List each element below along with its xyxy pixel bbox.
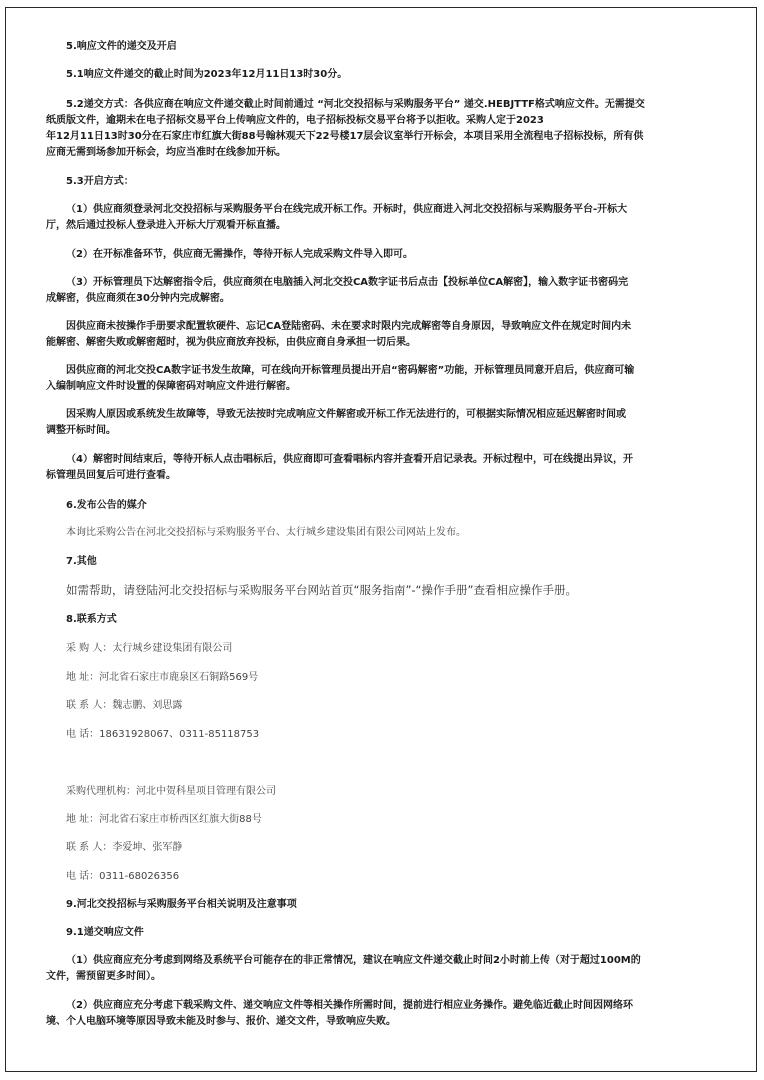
section-5-1: 5.1响应文件递交的截止时间为2023年12月11日13时30分。 (66, 69, 348, 80)
paragraph-submit-2 (46, 998, 726, 1030)
paragraph-open-1 (46, 202, 726, 234)
text-line: （2）供应商应充分考虑下载采购文件、递交响应文件等相关操作所需时间，提前进行相应业务操作。避免临近截止时间因网络环 (66, 1000, 633, 1011)
document-page (5, 7, 757, 1072)
section-7-text: 如需帮助，请登陆河北交投招标与采购服务平台网站首页“服务指南”-“操作手册”查看相应操作手册。 (66, 583, 577, 597)
text-line: 因采购人原因或系统发生故障等，导致无法按时完成响应文件解密或开标工作无法进行的，可根据实际情况相应延迟解密时间或 (66, 409, 626, 420)
buyer-contact: 联 系 人：魏志鹏、刘思露 (66, 700, 183, 711)
text-line: 厅，然后通过投标人登录进入开标大厅观看开标直播。 (46, 220, 286, 231)
paragraph-open-3 (46, 275, 726, 307)
text-line: 成解密，供应商须在30分钟内完成解密。 (46, 293, 230, 304)
text-line: 5.2递交方式：各供应商在响应文件递交截止时间前通过 “河北交投招标与采购服务平台” 递交.HEBJTTF格式响应文件。无需提交 (66, 99, 645, 110)
text-line: （2）在开标准备环节，供应商无需操作，等待开标人完成采购文件导入即可。 (66, 249, 413, 260)
text-line: 年12月11日13时30分在石家庄市红旗大街88号翰林观天下22号楼17层会议室举行开标会，本项目采用全流程电子招标投标，所有供 (46, 131, 644, 142)
text-line: 因供应商未按操作手册要求配置软硬件、忘记CA登陆密码、未在要求时限内完成解密等自身原因，导致响应文件在规定时间内未 (66, 321, 632, 332)
text-line: 调整开标时间。 (46, 425, 116, 436)
text-line: 入编制响应文件时设置的保障密码对响应文件进行解密。 (46, 381, 296, 392)
paragraph-open-4 (46, 319, 726, 351)
agent-contact: 联 系 人：李爱坤、张军静 (66, 842, 183, 853)
section-5-3: 5.3开启方式： (66, 176, 134, 187)
text-line: （1）供应商须登录河北交投招标与采购服务平台在线完成开标工作。开标时，供应商进入河北交投招标与采购服务平台-开标大 (66, 204, 628, 215)
paragraph-open-5 (46, 363, 726, 395)
text-line: （3）开标管理员下达解密指令后，供应商须在电脑插入河北交投CA数字证书后点击【投标单位CA解密】，输入数字证书密码完 (66, 277, 629, 288)
section-5-title: 5.响应文件的递交及开启 (66, 41, 177, 52)
text-line: （4）解密时间结束后，等待开标人点击唱标后，供应商即可查看唱标内容并查看开启记录表。开标过程中，可在线提出异议，开 (66, 454, 633, 465)
text-line: 境、个人电脑环境等原因导致未能及时参与、报价、递交文件，导致响应失败。 (46, 1016, 396, 1027)
text-line: 因供应商的河北交投CA数字证书发生故障，可在线向开标管理员提出开启“密码解密”功能，开标管理员同意开启后，供应商可输 (66, 365, 635, 376)
agent-phone: 电 话：0311-68026356 (66, 871, 180, 882)
buyer-name: 采 购 人：太行城乡建设集团有限公司 (66, 643, 233, 654)
buyer-address: 地 址：河北省石家庄市鹿泉区石铜路569号 (66, 672, 259, 683)
text-line: 纸质版文件，逾期未在电子招标交易平台上传响应文件的，电子招标投标交易平台将予以拒收。采购人定于2023 (46, 115, 544, 126)
agent-name: 采购代理机构：河北中贺科星项目管理有限公司 (66, 786, 276, 797)
section-9-title: 9.河北交投招标与采购服务平台相关说明及注意事项 (66, 899, 297, 910)
paragraph-open-2 (46, 247, 726, 263)
paragraph-open-7 (46, 452, 726, 484)
text-line: 能解密、解密失败或解密超时，视为供应商放弃投标，由供应商自身承担一切后果。 (46, 337, 416, 348)
text-line: 标管理员回复后可进行查看。 (46, 470, 176, 481)
section-8-title: 8.联系方式 (66, 614, 117, 625)
section-6-title: 6.发布公告的媒介 (66, 500, 147, 511)
paragraph-open-6 (46, 407, 726, 439)
agent-address: 地 址：河北省石家庄市桥西区红旗大街88号 (66, 814, 262, 825)
paragraph-submit-1 (46, 953, 726, 985)
buyer-phone: 电 话：18631928067、0311-85118753 (66, 729, 260, 740)
text-line: 应商无需到场参加开标会，均应当准时在线参加开标。 (46, 147, 286, 158)
text-line: 文件，需预留更多时间）。 (46, 971, 161, 982)
section-7-title: 7.其他 (66, 556, 97, 567)
section-5-2 (46, 97, 726, 161)
section-9-1: 9.1递交响应文件 (66, 927, 144, 938)
text-line: （1）供应商应充分考虑到网络及系统平台可能存在的非正常情况，建议在响应文件递交截止时间2小时前上传（对于超过100M的 (66, 955, 641, 966)
section-6-text: 本询比采购公告在河北交投招标与采购服务平台、太行城乡建设集团有限公司网站上发布。 (66, 527, 466, 538)
